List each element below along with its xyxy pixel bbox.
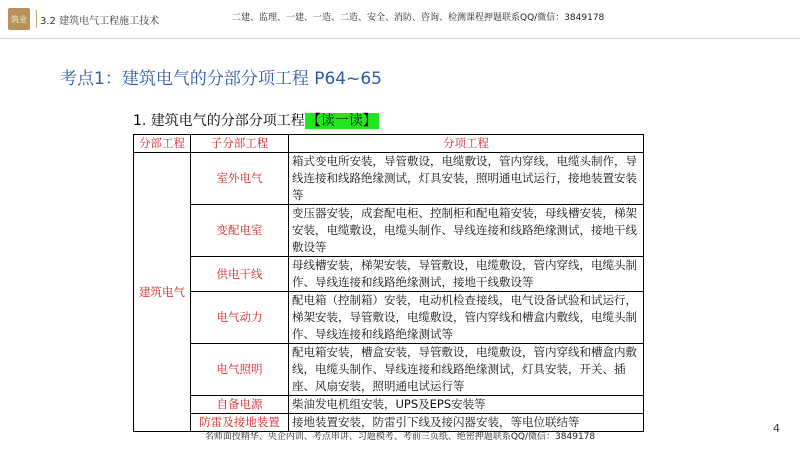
logo xyxy=(8,8,30,30)
items-cell: 接地装置安装，防雷引下线及接闪器安装，等电位联结等 xyxy=(289,414,644,432)
section-label: 3.2 建筑电气工程施工技术 xyxy=(40,16,160,27)
logo-text: 筑业 xyxy=(11,14,27,24)
subdivision-cell: 防雷及接地装置 xyxy=(191,414,289,432)
subheading-text: 1. 建筑电气的分部分项工程 xyxy=(133,113,305,129)
table-row xyxy=(134,205,644,257)
subdivision-cell: 变配电室 xyxy=(191,205,289,257)
table-row xyxy=(134,153,644,205)
divider xyxy=(36,10,37,28)
table-row xyxy=(134,396,644,414)
subdivision-cell: 供电干线 xyxy=(191,257,289,292)
top-bar xyxy=(0,0,800,38)
footer-note: 名师面授精华、央企内训、考点串讲、习题模考、考前三页纸、绝密押题联系QQ/微信：3849178 xyxy=(204,432,596,442)
subdivision-cell: 自备电源 xyxy=(191,396,289,414)
items-cell: 配电箱（控制箱）安装，电动机检查接线，电气设备试验和试运行，梯架安装，导管敷设，电缆敷设，管内穿线和槽盒内敷线，电缆头制作、导线连接和线路绝缘测试等 xyxy=(289,292,644,344)
subdivision-cell: 室外电气 xyxy=(191,153,289,205)
items-cell: 配电箱安装，槽盒安装，导管敷设，电缆敷设，管内穿线和槽盒内敷线，电缆头制作、导线连接和线路绝缘测试，灯具安装，开关、插座、风扇安装，照明通电试运行等 xyxy=(289,344,644,396)
table-row xyxy=(134,344,644,396)
subdivision-cell: 电气动力 xyxy=(191,292,289,344)
table-header-row xyxy=(134,135,644,153)
page-number: 4 xyxy=(773,422,780,435)
division-cell: 建筑电气 xyxy=(134,153,191,432)
read-tag: 【读一读】 xyxy=(306,113,377,129)
items-cell: 母线槽安装，梯架安装，导管敷设，电缆敷设，管内穿线，电缆头制作、导线连接和线路绝缘测试，接地干线敷设等 xyxy=(289,257,644,292)
header-note: 二建、监理、一建、一造、二造、安全、消防、咨询、检测课程押题联系QQ/微信：3849178 xyxy=(232,13,605,23)
items-cell: 柴油发电机组安装，UPS及EPS安装等 xyxy=(289,396,644,414)
header-items: 分项工程 xyxy=(289,135,644,153)
items-cell: 箱式变电所安装，导管敷设，电缆敷设，管内穿线，电缆头制作，导线连接和线路绝缘测试，灯具安装，照明通电试运行，接地装置安装等 xyxy=(289,153,644,205)
header-division: 分部工程 xyxy=(134,135,191,153)
items-cell: 变压器安装，成套配电柜、控制柜和配电箱安装，母线槽安装，梯架安装，电缆敷设，电缆头制作、导线连接和线路绝缘测试，接地干线敷设等 xyxy=(289,205,644,257)
header-subdivision: 子分部工程 xyxy=(191,135,289,153)
table-row xyxy=(134,257,644,292)
subheading xyxy=(133,110,379,130)
table-row xyxy=(134,292,644,344)
page-title: 考点1：建筑电气的分部分项工程 P64~65 xyxy=(60,69,382,89)
engineering-table xyxy=(133,134,644,432)
subdivision-cell: 电气照明 xyxy=(191,344,289,396)
header-divider xyxy=(0,38,800,39)
